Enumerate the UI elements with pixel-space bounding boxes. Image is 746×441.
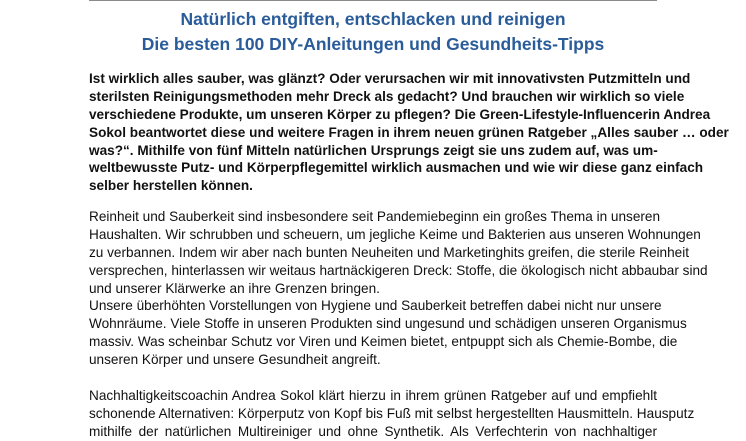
title-line-1: Natürlich entgiften, entschlacken und reinigen (180, 9, 566, 29)
body-line: massiv. Was scheinbar Schutz vor Viren und Keimen bietet, entpuppt sich als Chemie-Bombe, die (89, 334, 678, 350)
intro-line: weltbewusste Putz- und Körperpflegemittel wirklich ausmachen und wie wir diese ganz einfach (89, 160, 704, 176)
body-line: mithilfe der natürlichen Multireiniger und ohne Synthetik. Als Verfechterin von nachhaltiger (89, 423, 657, 439)
intro-line: Sokol beantwortet diese und weitere Fragen in ihrem neuen grünen Ratgeber „Alles sauber … oder (89, 124, 729, 140)
intro-line: Ist wirklich alles sauber, was glänzt? Oder verursachen wir mit innovativsten Putzmitteln und (89, 71, 691, 86)
body-line: zu verbannen. Indem wir aber nach bunten Neuheiten und Marketinghits greifen, die sterile Reinheit (89, 244, 689, 260)
body-line: Wohnräume. Viele Stoffe in unseren Produkten sind ungesund und schädigen unseren Organismus (89, 316, 687, 332)
intro-line: selber herstellen können. (89, 178, 253, 194)
title-line-2: Die besten 100 DIY-Anleitungen und Gesundheits-Tipps (141, 34, 605, 54)
body-paragraph-1 (89, 208, 708, 369)
intro-line: sterilsten Reinigungsmethoden mehr Dreck als gedacht? Und brauchen wir wirklich so viele (89, 88, 685, 104)
intro-line: verschiedene Produkte, um unseren Körper zu pflegen? Die Green-Lifestyle-Influencerin Andrea (89, 106, 711, 122)
body-line: Nachhaltigkeitscoachin Andrea Sokol klärt hierzu in ihrem grünen Ratgeber auf und empfiehlt (89, 388, 657, 403)
intro-paragraph (89, 70, 729, 195)
body-line: Haushalten. Wir schrubben und scheuern, um jegliche Keime und Bakterien aus unseren Wohnungen (89, 226, 701, 242)
intro-line: was?“. Mithilfe von fünf Mitteln natürlichen Ursprungs zeigt sie uns zudem auf, was um- (89, 142, 658, 158)
body-paragraph-2 (89, 387, 695, 441)
body-line: unseren Körper und unsere Gesundheit angreift. (89, 352, 381, 368)
body-line: Reinheit und Sauberkeit sind insbesondere seit Pandemiebeginn ein großes Thema in unseren (89, 209, 661, 224)
body-line: versprechen, hinterlassen wir weitaus hartnäckigeren Dreck: Stoffe, die ökologisch nicht abbaubar sind (89, 262, 708, 278)
body-line: Unsere überhöhten Vorstellungen von Hygiene und Sauberkeit betreffen dabei nicht nur unsere (89, 298, 662, 314)
body-line: schonende Alternativen: Körperputz von Kopf bis Fuß mit selbst hergestellten Hausmitteln. Hausputz (89, 405, 695, 421)
top-divider (89, 0, 657, 1)
body-line: und unserer Klärwerke an ihre Grenzen bringen. (89, 280, 380, 296)
